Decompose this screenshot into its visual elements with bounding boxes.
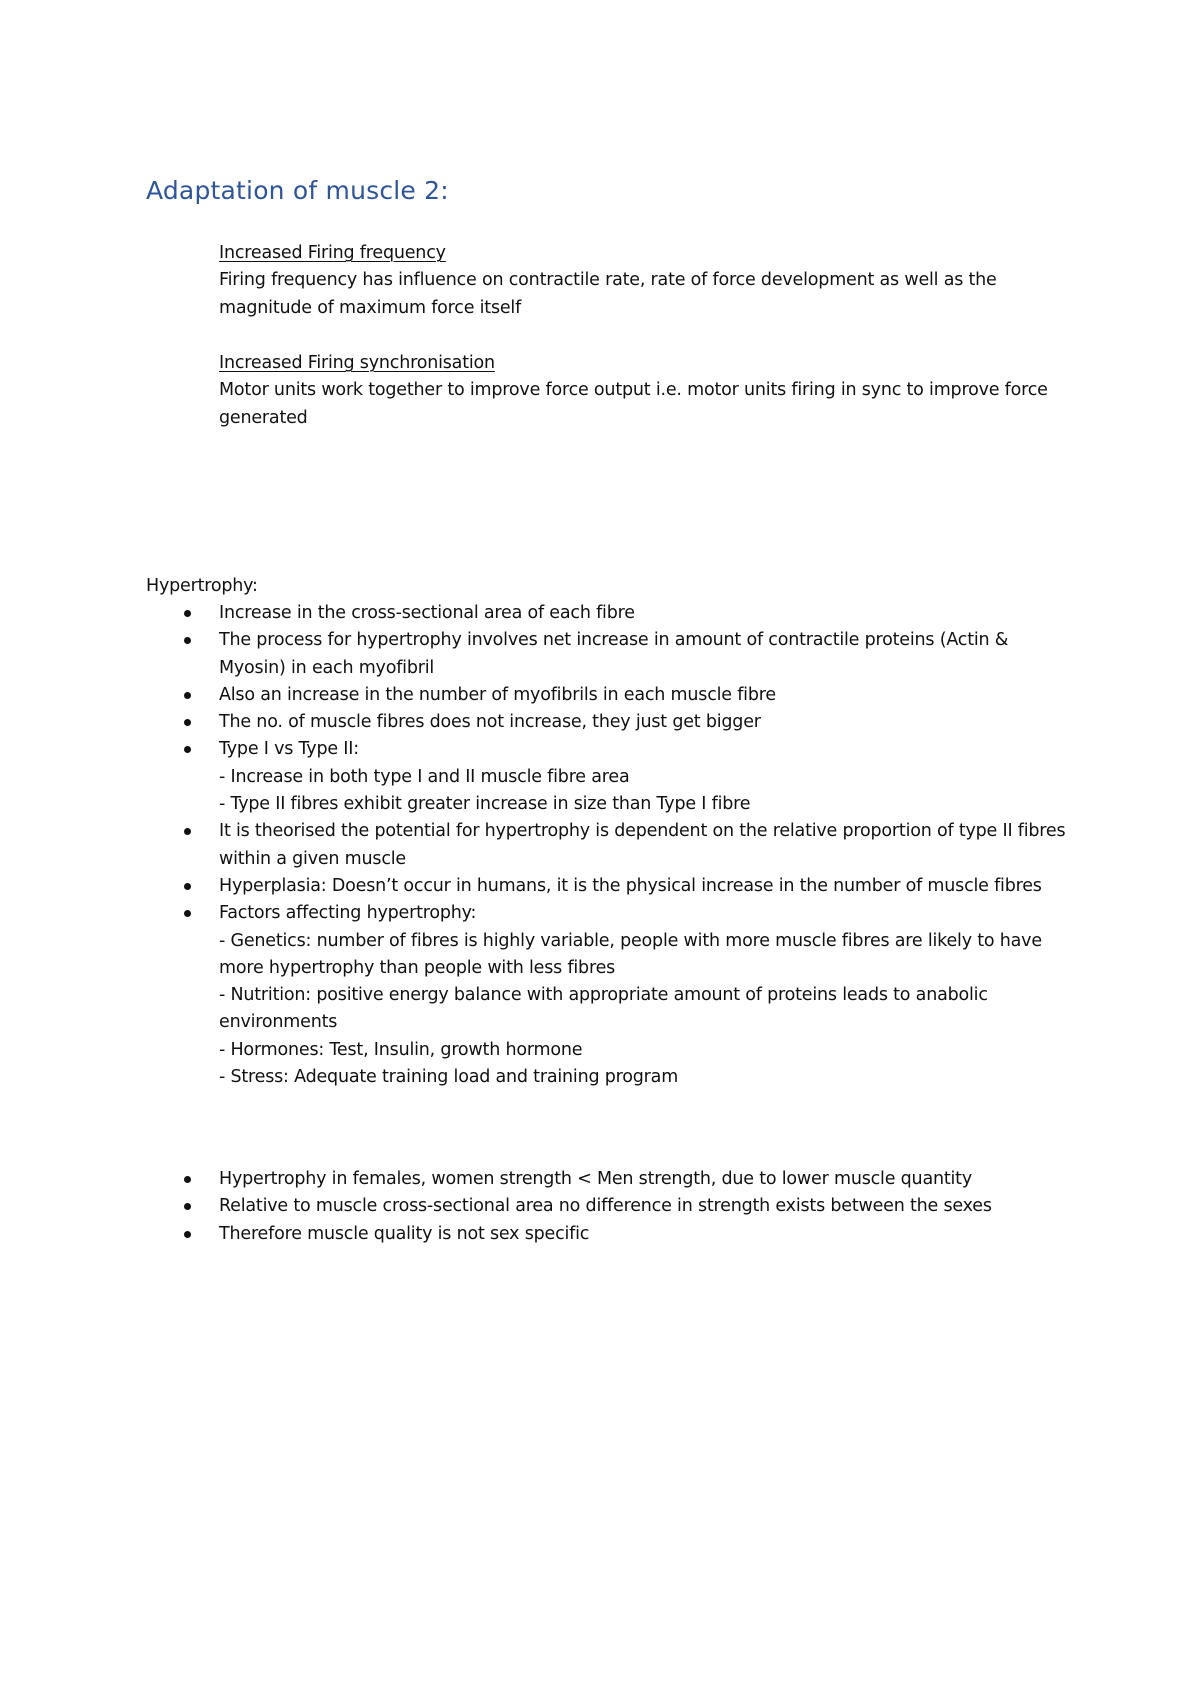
firing-sync-text: Motor units work together to improve force output i.e. motor units firing in sync to improve force generated: [219, 380, 1048, 428]
firing-frequency-text: Firing frequency has influence on contractile rate, rate of force development as well as the magnitude of maximum force itself: [219, 270, 997, 318]
list-item: [0, 736, 1079, 818]
list-item: [0, 1221, 1079, 1248]
list-item: [0, 682, 1079, 709]
list-item: [0, 873, 1079, 900]
bullet-icon: [184, 828, 191, 835]
list-item: [0, 627, 1079, 682]
bullet-icon: [184, 637, 191, 644]
list-item-text: The no. of muscle fibres does not increase, they just get bigger: [219, 712, 761, 733]
list-item: [0, 1193, 1079, 1220]
list-item: [0, 1166, 1079, 1193]
sub-item: - Stress: Adequate training load and training program: [219, 1067, 679, 1088]
list-item-text: Type I vs Type II:: [219, 739, 359, 760]
hypertrophy-females-list: [0, 1166, 1100, 1248]
bullet-icon: [184, 692, 191, 699]
list-item-text: Relative to muscle cross-sectional area no difference in strength exists between the sexes: [219, 1196, 992, 1217]
list-item: [0, 818, 1079, 873]
bullet-icon: [184, 610, 191, 617]
bullet-icon: [184, 746, 191, 753]
list-item-text: Hypertrophy in females, women strength < Men strength, due to lower muscle quantity: [219, 1169, 972, 1189]
sub-item: - Genetics: number of fibres is highly variable, people with more muscle fibres are likely to have more hypertrophy than people with less fibres: [219, 930, 1042, 978]
sub-item: - Nutrition: positive energy balance with appropriate amount of proteins leads to anabolic environments: [219, 985, 988, 1033]
list-item: [0, 900, 1079, 1091]
sub-item: - Increase in both type I and II muscle fibre area: [219, 766, 630, 787]
bullet-icon: [184, 1231, 191, 1238]
list-item-text: Also an increase in the number of myofibrils in each muscle fibre: [219, 684, 776, 705]
bullet-icon: [184, 1176, 191, 1183]
bullet-icon: [184, 883, 191, 890]
firing-frequency-heading: Increased Firing frequency: [219, 243, 446, 263]
sub-item: - Type II fibres exhibit greater increase in size than Type I fibre: [219, 794, 751, 815]
hypertrophy-bullet-list: [0, 600, 1100, 1091]
bullet-icon: [184, 1203, 191, 1210]
firing-sync-section: [219, 350, 1079, 432]
sub-item: - Hormones: Test, Insulin, growth hormone: [219, 1039, 583, 1060]
list-item-text: Therefore muscle quality is not sex specific: [219, 1223, 590, 1244]
list-item-text: Increase in the cross-sectional area of each fibre: [219, 603, 635, 623]
bullet-icon: [184, 910, 191, 917]
list-item-text: Hyperplasia: Doesn’t occur in humans, it is the physical increase in the number of muscle fibres: [219, 875, 1042, 896]
page-title: Adaptation of muscle 2:: [146, 176, 449, 205]
bullet-icon: [184, 719, 191, 726]
hypertrophy-label: Hypertrophy:: [146, 576, 258, 596]
list-item: [0, 709, 1079, 736]
list-item: [0, 600, 1079, 627]
list-item-text: It is theorised the potential for hypertrophy is dependent on the relative proportion of type II fibres within a given muscle: [219, 821, 1066, 869]
firing-sync-heading: Increased Firing synchronisation: [219, 353, 495, 373]
list-item-text: The process for hypertrophy involves net increase in amount of contractile proteins (Actin & Myosin) in each myofibril: [219, 630, 1009, 678]
list-item-text: Factors affecting hypertrophy:: [219, 903, 477, 924]
firing-frequency-section: [219, 240, 1079, 322]
